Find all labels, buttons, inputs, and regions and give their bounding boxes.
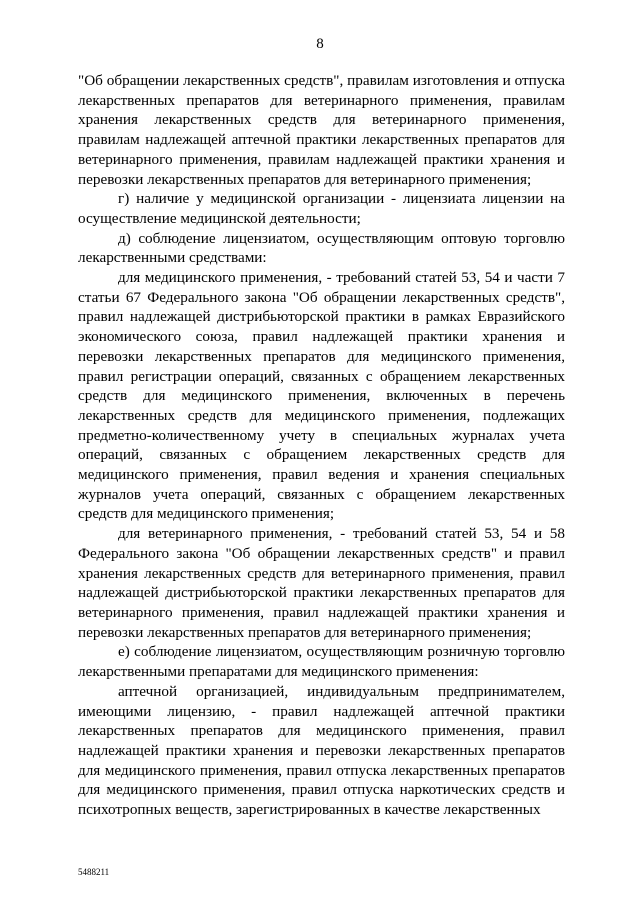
paragraph: г) наличие у медицинской организации - лицензиата лицензии на осуществление медицинской деятельности; bbox=[78, 190, 565, 227]
paragraph: д) соблюдение лицензиатом, осуществляющим оптовую торговлю лекарственными средствами: bbox=[78, 229, 565, 267]
document-body bbox=[78, 71, 565, 820]
document-code: 5488211 bbox=[78, 867, 110, 877]
paragraph: аптечной организацией, индивидуальным предпринимателем, имеющими лицензию, - правил надлежащей аптечной практики лекарственных препаратов для медицинского применения, правил надлежащей практики хранения и перевозки лекарственных препаратов для медицинского применения, правил отпуска лекарственных препаратов для медицинского применения, правил отпуска наркотических средств и психотропных веществ, зарегистрированных в качестве лекарственных bbox=[78, 682, 565, 819]
paragraph: для медицинского применения, - требований статей 53, 54 и части 7 статьи 67 Федерального закона "Об обращении лекарственных средств", правил надлежащей дистрибьюторской практики в рамках Евразийского экономического союза, правил надлежащей практики хранения и перевозки лекарственных препаратов для медицинского применения, правил регистрации операций, связанных с обращением лекарственных средств для медицинского применения, включенных в перечень лекарственных средств для медицинского применения, подлежащих предметно-количественному учету в специальных журналах учета операций, связанных с обращением лекарственных средств для медицинского применения, правил ведения и хранения специальных журналов учета операций, связанных с обращением лекарственных средств для медицинского применения; bbox=[78, 269, 565, 523]
page-number: 8 bbox=[316, 36, 324, 52]
paragraph: "Об обращении лекарственных средств", правилам изготовления и отпуска лекарственных препаратов для ветеринарного применения, правилам хранения лекарственных средств для ветеринарного применения, правилам надлежащей аптечной практики лекарственных препаратов для ветеринарного применения, правилам надлежащей практики хранения и перевозки лекарственных препаратов для ветеринарного применения; bbox=[78, 72, 565, 188]
paragraph: е) соблюдение лицензиатом, осуществляющим розничную торговлю лекарственными препаратами для медицинского применения: bbox=[78, 643, 565, 681]
paragraph: для ветеринарного применения, - требований статей 53, 54 и 58 Федерального закона "Об обращении лекарственных средств" и правил хранения лекарственных средств для ветеринарного применения, правил надлежащей дистрибьюторской практики лекарственных препаратов для ветеринарного применения, правил надлежащей практики хранения и перевозки лекарственных препаратов для ветеринарного применения; bbox=[78, 525, 565, 641]
